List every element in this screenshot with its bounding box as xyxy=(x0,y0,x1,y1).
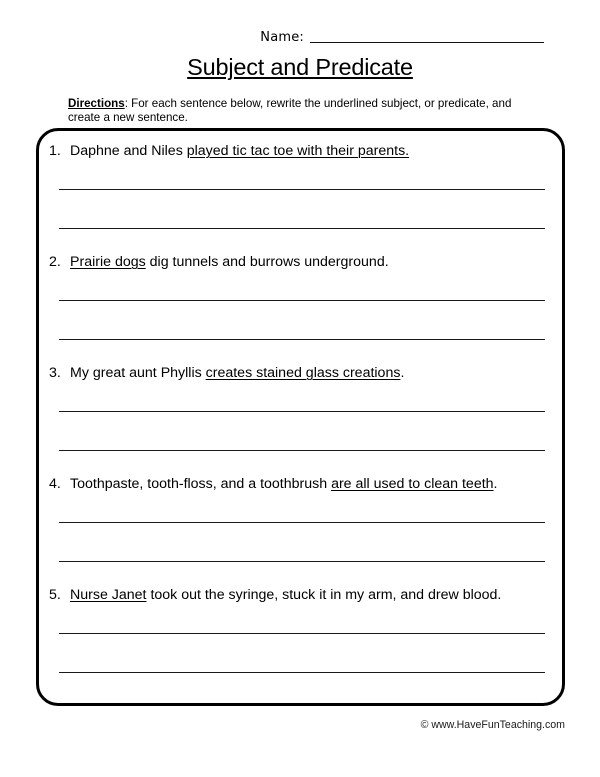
sentence-text xyxy=(70,253,389,271)
item-number: 4. xyxy=(49,476,61,492)
sentence-text xyxy=(70,142,409,160)
sentence-row xyxy=(39,475,562,493)
sentence-part-before: Daphne and Niles xyxy=(70,143,187,159)
answer-writing-line[interactable] xyxy=(59,189,545,190)
sentence-row xyxy=(39,253,562,271)
answer-lines xyxy=(39,411,562,451)
worksheet-box xyxy=(36,128,565,706)
page-title xyxy=(0,54,600,81)
directions-separator: : xyxy=(124,96,132,110)
sentence-row xyxy=(39,142,562,160)
sentence-text xyxy=(70,586,501,604)
directions-text: For each sentence below, rewrite the underlined subject, or predicate, and create a new sentence. xyxy=(68,96,512,124)
footer-copyright: © www.HaveFunTeaching.com xyxy=(420,719,565,731)
name-field-row xyxy=(0,30,600,45)
sentence-part-underlined: are all used to clean teeth xyxy=(331,476,494,492)
list-item xyxy=(39,475,562,586)
sentence-part-after: dig tunnels and burrows underground. xyxy=(145,254,389,270)
answer-lines xyxy=(39,522,562,562)
sentence-part-after: . xyxy=(400,365,405,381)
answer-writing-line[interactable] xyxy=(59,300,545,301)
sentence-part-after: . xyxy=(493,476,498,492)
answer-writing-line[interactable] xyxy=(59,228,545,229)
item-number: 2. xyxy=(49,254,61,270)
sentence-part-before: My great aunt Phyllis xyxy=(70,365,206,381)
answer-lines xyxy=(39,633,562,673)
name-field-writing-line[interactable] xyxy=(310,42,544,43)
answer-writing-line[interactable] xyxy=(59,411,545,412)
sentence-part-underlined: creates stained glass creations xyxy=(205,365,401,381)
name-field-label: Name: xyxy=(260,30,304,45)
items-list xyxy=(39,131,562,697)
sentence-row xyxy=(39,586,562,604)
sentence-part-after: took out the syringe, stuck it in my arm, and drew blood. xyxy=(146,587,502,603)
answer-lines xyxy=(39,300,562,340)
sentence-text xyxy=(70,475,498,493)
sentence-text xyxy=(70,364,404,382)
item-number: 3. xyxy=(49,365,61,381)
item-number: 1. xyxy=(49,143,61,159)
directions-label: Directions xyxy=(68,96,125,110)
list-item xyxy=(39,586,562,697)
sentence-part-before: Toothpaste, tooth-floss, and a toothbrush xyxy=(70,476,332,492)
sentence-part-underlined: Prairie dogs xyxy=(70,254,146,270)
list-item xyxy=(39,253,562,364)
list-item xyxy=(39,364,562,475)
directions-paragraph xyxy=(68,97,538,125)
answer-writing-line[interactable] xyxy=(59,561,545,562)
answer-writing-line[interactable] xyxy=(59,522,545,523)
list-item xyxy=(39,142,562,253)
answer-writing-line[interactable] xyxy=(59,450,545,451)
answer-writing-line[interactable] xyxy=(59,672,545,673)
answer-writing-line[interactable] xyxy=(59,633,545,634)
answer-lines xyxy=(39,189,562,229)
answer-writing-line[interactable] xyxy=(59,339,545,340)
sentence-part-underlined: Nurse Janet xyxy=(70,587,147,603)
page-title-text: Subject and Predicate xyxy=(187,54,413,80)
sentence-row xyxy=(39,364,562,382)
item-number: 5. xyxy=(49,587,61,603)
sentence-part-underlined: played tic tac toe with their parents. xyxy=(186,143,410,159)
